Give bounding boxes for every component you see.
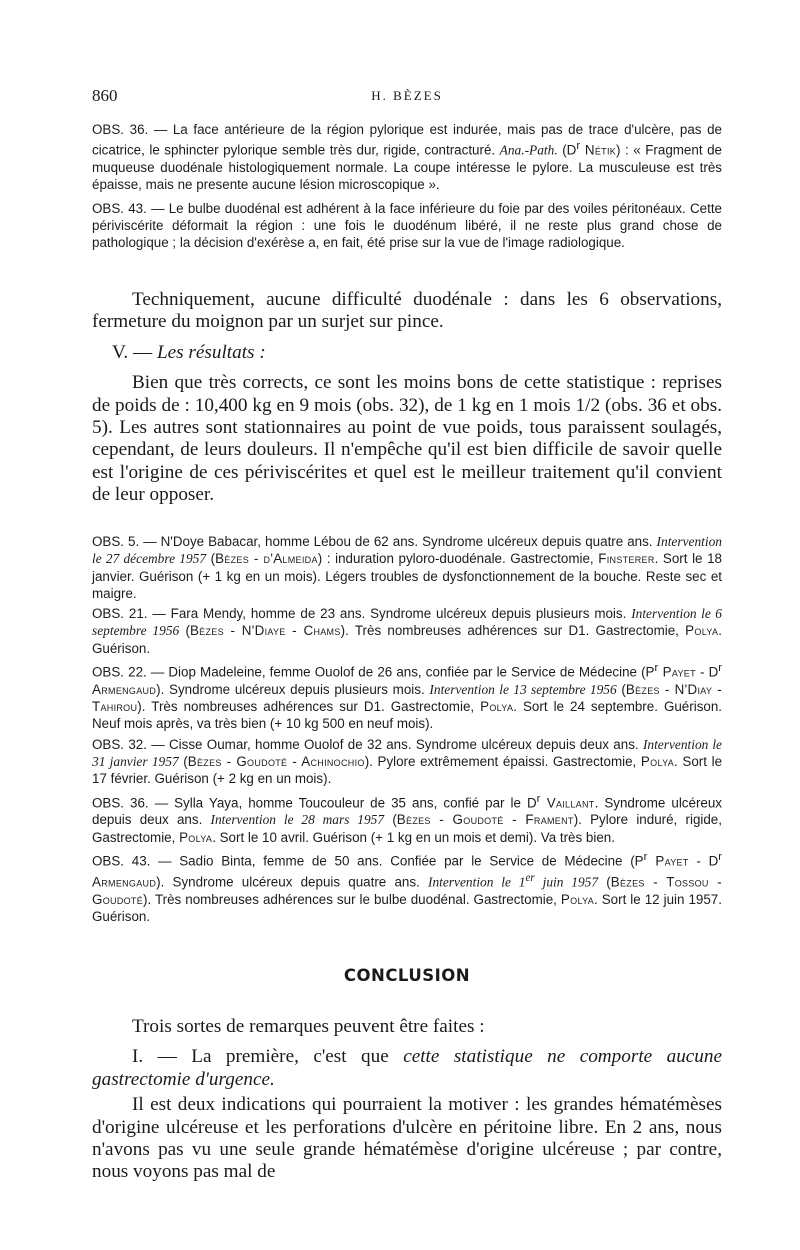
obs-text: ). Très nombreuses adhérences sur D1. Gastrectomie, [137, 699, 481, 715]
obs-32 [92, 736, 722, 788]
obs-text: ( [616, 681, 626, 697]
obs-text: ( [598, 874, 611, 890]
superscript: r [643, 850, 648, 863]
obs-text: ). Pylore induré, rigide, Gastrectomie, [92, 812, 722, 845]
anapath-pre: (D [557, 142, 577, 158]
body-text-1 [92, 289, 722, 507]
doctor-name: Payet [658, 664, 696, 680]
obs-text: — Le bulbe duodénal est adhérent à la face inférieure du foie par des voiles péritonéaux. Cette périviscérite déformait la région : une fois le duodénum libéré, il ne reste plus grand chose de pathologique ; la décision d'exérèse a, en fait, été prise sur la vue de l'image radiologique. [92, 200, 722, 251]
technique: Polya [560, 891, 595, 907]
obs-21 [92, 605, 722, 657]
technique: Polya [640, 754, 675, 770]
doctor-name: Armengaud [92, 681, 157, 697]
intervention-date: Intervention le 31 janvier 1957 [92, 736, 722, 770]
obs-43-note [92, 200, 722, 252]
obs-label: OBS. 21. [92, 606, 148, 622]
intervention-date: juin 1957 [534, 874, 599, 890]
obs-43 [92, 849, 722, 925]
doctor-name: Payet [647, 853, 689, 869]
obs-text: ( [384, 812, 397, 828]
obs-text: - D [695, 664, 719, 680]
obs-text: . Sort le 17 février. Guérison (+ 2 kg en un mois). [92, 754, 723, 787]
obs-label: OBS. 43. [92, 200, 147, 216]
surgeons: Bèzes - Tossou - Goudoté [92, 874, 722, 907]
obs-label: OBS. 22. [92, 664, 147, 680]
obs-text: ( [206, 551, 216, 567]
conclusion-first-point [92, 1046, 722, 1091]
technique: Polya [480, 699, 514, 715]
first-point-emphasis: cette statistique ne comporte aucune gastrectomie d'urgence. [92, 1046, 723, 1090]
obs-text: — N'Doye Babacar, homme Lébou de 62 ans. Syndrome ulcéreux depuis quatre ans. [139, 534, 657, 549]
technique: Polya [179, 829, 213, 845]
observations-list [92, 533, 722, 928]
obs-text: — Diop Madeleine, femme Ouolof de 26 ans, confiée par le Service de Médecine (P [146, 664, 655, 680]
obs-text: ). Syndrome ulcéreux depuis plusieurs mois. [156, 681, 430, 697]
surgeons: Bèzes - d'Almeida [215, 551, 318, 567]
conclusion-heading: CONCLUSION [343, 966, 471, 985]
running-head [92, 86, 722, 110]
surgeons: Bèzes - N'Diaye - Chams [189, 623, 341, 639]
technique-paragraph: Techniquement, aucune difficulté duodénale : dans les 6 observations, fermeture du moignon par un surjet sur pince. [92, 289, 722, 333]
obs-text: ). Très nombreuses adhérences sur D1. Gastrectomie, [340, 623, 686, 639]
obs-label: OBS. 5. [92, 534, 140, 549]
observations-top [92, 121, 722, 255]
obs-36-note [92, 121, 722, 194]
intervention-date: Intervention le 6 septembre 1956 [92, 606, 722, 639]
doctor-name: Armengaud [92, 874, 157, 890]
obs-5 [92, 533, 722, 602]
obs-text: . Syndrome ulcéreux depuis deux ans. [92, 795, 722, 828]
obs-text: ). Syndrome ulcéreux depuis quatre ans. [156, 874, 428, 890]
superscript: r [718, 850, 722, 863]
conclusion-paragraph: Il est deux indications qui pourraient la motiver : les grandes hématémèses d'origine ulcéreuse et les perforations d'ulcère en péritoine libre. En 2 ans, nous n'avons pas vu une seule grande hématémèse d'origine ulcéreuse ; par contre, nous voyons pas mal de [92, 1094, 722, 1183]
first-point-text: I. — La première, c'est que [132, 1046, 404, 1068]
obs-label: OBS. 36. [92, 122, 149, 137]
obs-text: . Sort le 12 juin 1957. Guérison. [92, 891, 722, 924]
obs-text: — Fara Mendy, homme de 23 ans. Syndrome ulcéreux depuis plusieurs mois. [147, 606, 632, 622]
obs-text: . Sort le 24 septembre. Guérison. Neuf mois après, va très bien (+ 10 kg 500 en neuf mois). [92, 699, 722, 732]
superscript: er [525, 871, 535, 884]
intervention-date: Intervention le 28 mars 1957 [210, 812, 385, 828]
obs-text: . Sort le 10 avril. Guérison (+ 1 kg en un mois et demi). Va très bien. [212, 829, 615, 845]
surgeons: Bèzes - N'Diay - Tahirou [92, 681, 722, 715]
surgeons: Bèzes - Goudoté - Achinochio [187, 754, 365, 770]
obs-text: — Sylla Yaya, homme Toucouleur de 35 ans, confié par le D [148, 795, 537, 811]
section-title: Les résultats : [156, 341, 266, 363]
obs-text: ). Très nombreuses adhérences sur le bulbe duodénal. Gastrectomie, [143, 891, 561, 907]
anapath-text: ) : « Fragment de muqueuse duodénale histologiquement normale. La coupe intéresse le pylore. La musculeuse est très épaisse, mais ne presente aucune lésion microscopique ». [92, 142, 722, 193]
conclusion-body [92, 1016, 722, 1184]
section-number: V. — [112, 341, 157, 363]
anapath-label: Ana.-Path. [499, 142, 558, 158]
obs-text: ). Pylore extrêmement épaissi. Gastrectomie, [364, 754, 641, 770]
obs-label: OBS. 43. [92, 853, 151, 869]
section-heading [92, 342, 722, 364]
page-number: 860 [92, 86, 118, 105]
obs-text: - D [688, 853, 719, 869]
obs-text: . Guérison. [92, 623, 723, 656]
anapath-sup: r [576, 140, 581, 153]
obs-text: — Cisse Oumar, homme Ouolof de 32 ans. Syndrome ulcéreux depuis deux ans. [146, 736, 643, 752]
superscript: r [654, 662, 659, 675]
intervention-date: Intervention le 13 septembre 1956 [429, 681, 617, 697]
obs-label: OBS. 36. [92, 795, 149, 811]
obs-label: OBS. 32. [92, 736, 147, 752]
obs-text: ( [178, 754, 188, 770]
results-paragraph: Bien que très corrects, ce sont les moins bons de cette statistique : reprises de poids de : 10,400 kg en 9 mois (obs. 32), de 1 kg en 1 mois 1/2 (obs. 36 et obs. 5). Les autres sont stationnaires au point de vue poids, tous paraissent soulagés, cependant, de leurs douleurs. Il n'empêche qu'il est bien difficile de savoir quelle est l'origine de ces périviscérites et quel est le meilleur traitement qu'il convient de leur opposer. [92, 372, 722, 506]
obs-22 [92, 660, 722, 733]
running-title: H. BÈZES [371, 88, 443, 103]
anapath-name: Nétik [580, 142, 617, 158]
obs-text: — La face antérieure de la région pylorique est indurée, mais pas de trace d'ulcère, pas de cicatrice, le sphincter pylorique semble très dur, rigide, contracturé. [92, 122, 722, 158]
obs-text: . Sort le 18 janvier. Guérison (+ 1 kg en un mois). Légers troubles de dysfonctionnement de la bouche. Reste sec et maigre. [92, 551, 722, 601]
conclusion-intro: Trois sortes de remarques peuvent être faites : [132, 1016, 485, 1037]
obs-text: ( [179, 623, 190, 639]
superscript: r [536, 792, 541, 805]
technique: Finsterer [598, 551, 655, 567]
superscript: r [718, 662, 723, 675]
obs-36 [92, 791, 722, 846]
surgeons: Bèzes - Goudoté - Frament [396, 812, 574, 828]
intervention-date: Intervention le 1 [427, 874, 526, 890]
intervention-date: Intervention le 27 décembre 1957 [92, 534, 722, 567]
technique: Polya [685, 623, 719, 639]
obs-text: — Sadio Binta, femme de 50 ans. Confiée par le Service de Médecine (P [150, 853, 644, 869]
doctor-name: Vaillant [540, 795, 595, 811]
obs-text: ) : induration pyloro-duodénale. Gastrectomie, [317, 551, 599, 567]
